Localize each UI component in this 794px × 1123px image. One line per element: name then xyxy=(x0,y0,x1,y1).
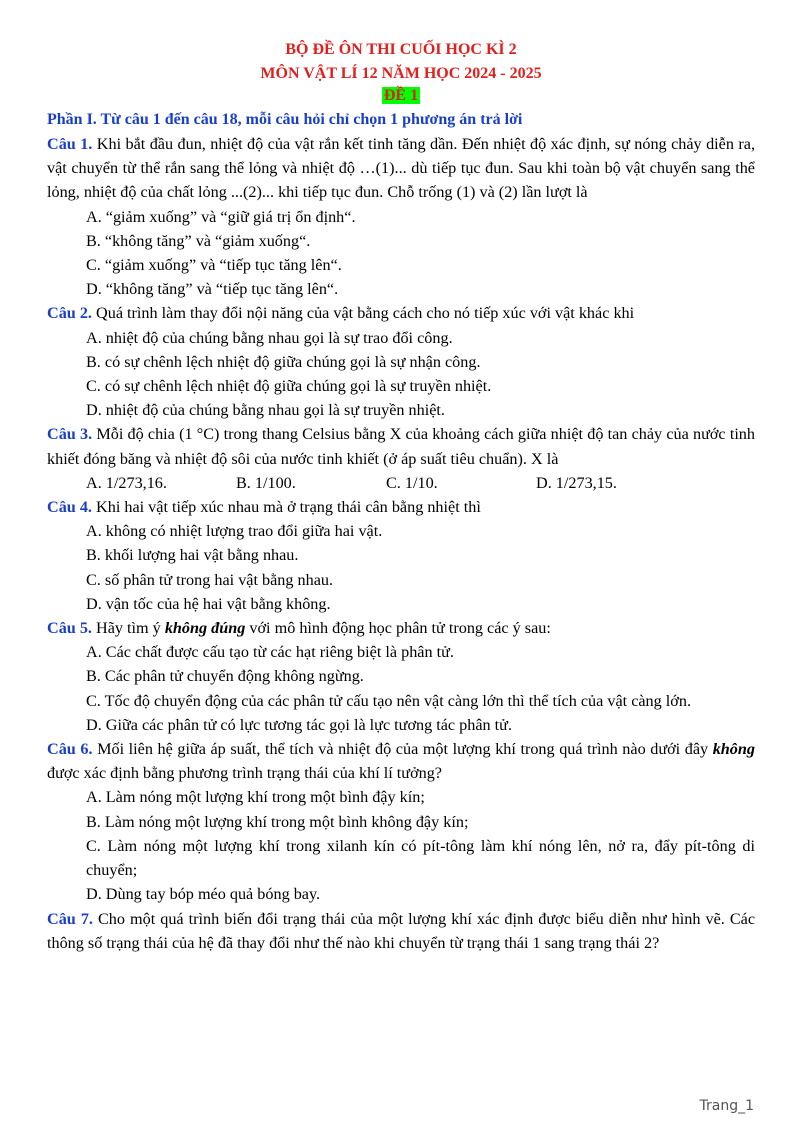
question-label: Câu 5. xyxy=(47,619,92,638)
question-text: Hãy tìm ý xyxy=(91,619,165,638)
question-text: Quá trình làm thay đổi nội năng của vật bằng cách cho nó tiếp xúc với vật khác khi xyxy=(91,304,635,323)
option-b: B. khối lượng hai vật bằng nhau. xyxy=(86,546,299,565)
question-label: Câu 7. xyxy=(47,909,93,928)
question-label: Câu 4. xyxy=(47,498,92,517)
option-b: B. “không tăng” và “giảm xuống“. xyxy=(86,231,311,250)
question-7 xyxy=(47,907,755,955)
option-d: D. Giữa các phân tử có lực tương tác gọi là lực tương tác phân tử. xyxy=(86,715,512,734)
question-3 xyxy=(47,422,755,495)
question-text: Khi bắt đầu đun, nhiệt độ của vật rắn kết tinh tăng dần. Đến nhiệt độ xác định, sự nóng chảy diễn ra, vật chuyển từ thể rắn sang thể lỏng và nhiệt độ …(1)... dù tiếp tục đun. Sau khi toàn bộ vật chuyển sang thể lỏng, nhiệt độ của chất lỏng ...(2)... khi tiếp tục đun. Chỗ trống (1) và (2) lần lượt là xyxy=(47,135,755,202)
option-a: A. Các chất được cấu tạo từ các hạt riêng biệt là phân tử. xyxy=(86,643,454,662)
question-6 xyxy=(47,737,755,906)
option-b: B. 1/100. xyxy=(236,473,296,492)
question-text: Mối liên hệ giữa áp suất, thể tích và nhiệt độ của một lượng khí trong quá trình nào dưới đây xyxy=(92,740,713,759)
exam-number-label: ĐỀ 1 xyxy=(383,87,419,104)
question-2 xyxy=(47,301,755,422)
option-d: D. 1/273,15. xyxy=(536,473,617,492)
question-emphasis: không đúng xyxy=(164,619,246,638)
option-a: A. 1/273,16. xyxy=(86,473,167,492)
question-text: với mô hình động học phân tử trong các ý sau: xyxy=(245,619,551,638)
question-label: Câu 2. xyxy=(47,304,92,323)
option-d: D. “không tăng” và “tiếp tục tăng lên“. xyxy=(86,280,339,299)
option-c: C. Tốc độ chuyển động của các phân tử cấu tạo nên vật càng lớn thì thể tích của vật càng lớn. xyxy=(86,691,691,710)
options-row xyxy=(47,471,755,495)
option-a: A. “giảm xuống” và “giữ giá trị ổn định“. xyxy=(86,207,356,226)
question-emphasis: không xyxy=(712,740,755,759)
option-c: C. “giảm xuống” và “tiếp tục tăng lên“. xyxy=(86,256,342,275)
option-a: A. Làm nóng một lượng khí trong một bình đậy kín; xyxy=(86,788,425,807)
question-1 xyxy=(47,132,755,301)
option-a: A. không có nhiệt lượng trao đổi giữa hai vật. xyxy=(86,522,383,541)
option-c: C. Làm nóng một lượng khí trong xilanh kín có pít-tông làm khí nóng lên, nở ra, đẩy pít-tông di chuyển; xyxy=(86,836,755,880)
option-c: C. số phân tử trong hai vật bằng nhau. xyxy=(86,570,334,589)
option-d: D. nhiệt độ của chúng bằng nhau gọi là sự truyền nhiệt. xyxy=(86,401,445,420)
part-heading: Phần I. Từ câu 1 đến câu 18, mỗi câu hỏi chỉ chọn 1 phương án trả lời xyxy=(47,111,523,128)
question-label: Câu 1. xyxy=(47,135,93,153)
option-b: B. Các phân tử chuyển động không ngừng. xyxy=(86,667,364,686)
question-text: Cho một quá trình biến đổi trạng thái của một lượng khí xác định được biểu diễn như hình vẽ. Các thông số trạng thái của hệ đã thay đổi như thế nào khi chuyển từ trạng thái 1 sang trạng thái 2? xyxy=(47,909,755,952)
question-text: Khi hai vật tiếp xúc nhau mà ở trạng thái cân bằng nhiệt thì xyxy=(91,498,481,517)
title-line-1: BỘ ĐỀ ÔN THI CUỐI HỌC KÌ 2 xyxy=(285,41,517,58)
title-line-2: MÔN VẬT LÍ 12 NĂM HỌC 2024 - 2025 xyxy=(260,65,542,82)
document-page xyxy=(47,38,755,955)
question-5 xyxy=(47,616,755,737)
question-text: Mỗi độ chia (1 °C) trong thang Celsius bằng X của khoảng cách giữa nhiệt độ tan chảy của nước tinh khiết đóng băng và nhiệt độ sôi của nước tinh khiết (ở áp suất tiêu chuẩn). X là xyxy=(47,425,755,468)
option-b: B. Làm nóng một lượng khí trong một bình không đậy kín; xyxy=(86,812,469,831)
page-number: Trang_1 xyxy=(699,1098,754,1114)
option-b: B. có sự chênh lệch nhiệt độ giữa chúng gọi là sự nhận công. xyxy=(86,352,481,371)
option-c: C. có sự chênh lệch nhiệt độ giữa chúng gọi là sự truyền nhiệt. xyxy=(86,377,492,396)
question-text: được xác định bằng phương trình trạng thái của khí lí tưởng? xyxy=(47,764,442,783)
question-label: Câu 6. xyxy=(47,740,93,759)
exam-number xyxy=(47,85,755,107)
option-d: D. Dùng tay bóp méo quả bóng bay. xyxy=(86,885,321,904)
question-4 xyxy=(47,495,755,616)
option-c: C. 1/10. xyxy=(386,473,438,492)
option-d: D. vận tốc của hệ hai vật bằng không. xyxy=(86,594,331,613)
question-label: Câu 3. xyxy=(47,425,93,444)
option-a: A. nhiệt độ của chúng bằng nhau gọi là sự trao đổi công. xyxy=(86,328,453,347)
